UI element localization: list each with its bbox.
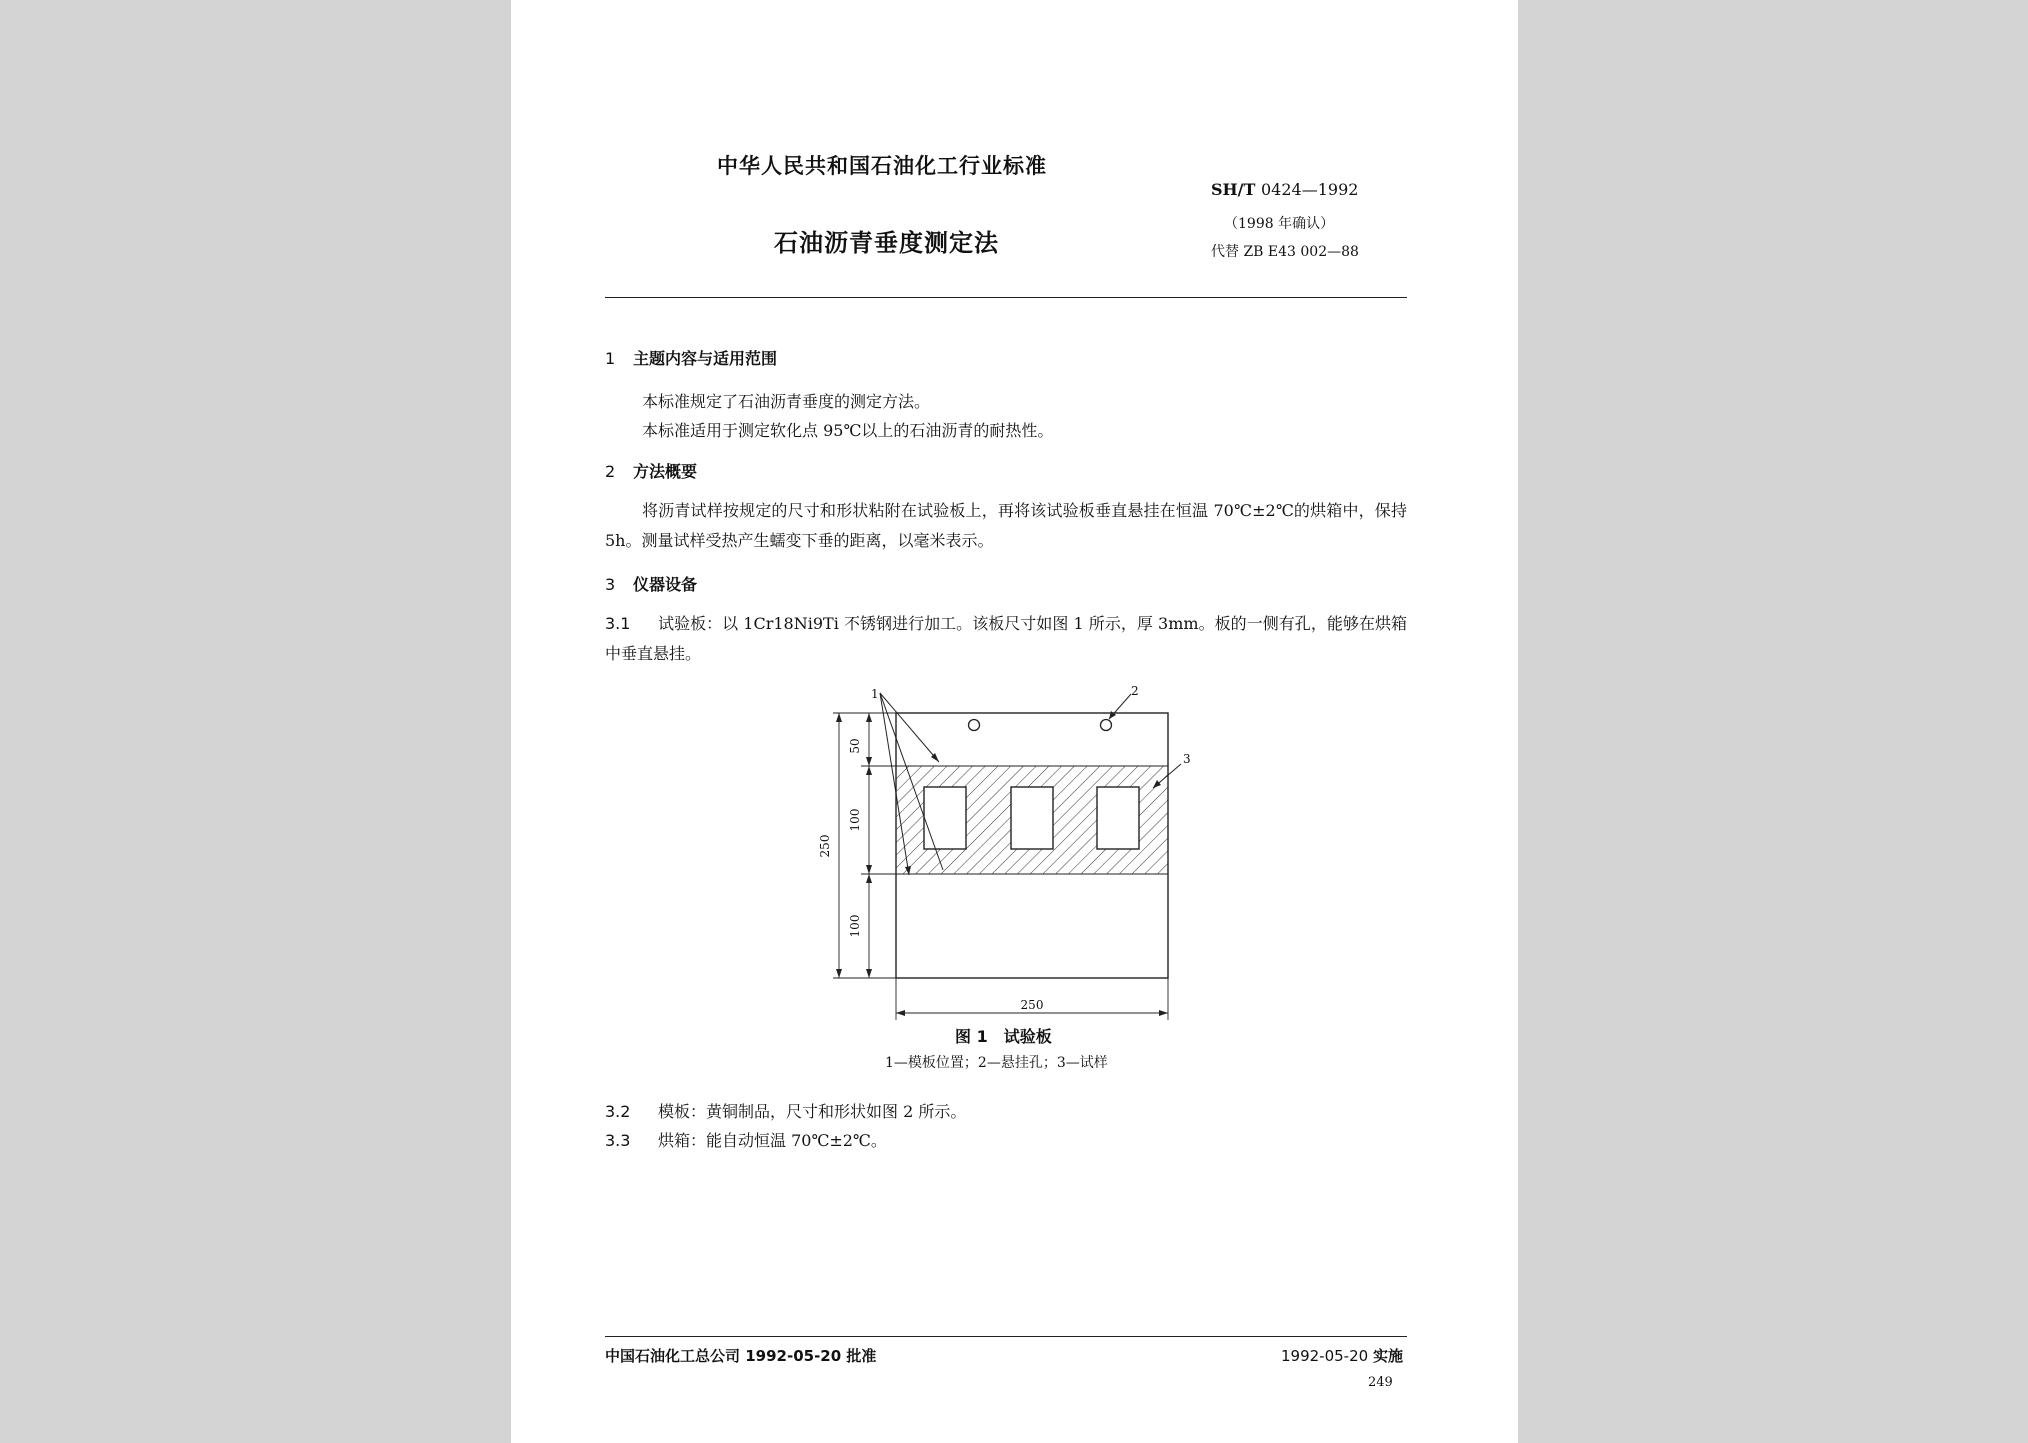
section-3-heading [605, 572, 697, 595]
dim-middle: 100 [848, 808, 862, 832]
section-title: 方法概要 [633, 462, 698, 481]
figure-legend: 1—模板位置；2—悬挂孔；3—试样 [885, 1055, 1108, 1071]
clause-text: 试验板：以 1Cr18Ni9Ti 不锈钢进行加工。该板尺寸如图 1 所示，厚 3mm。板的一侧有孔，能够在烘箱中垂直悬挂。 [605, 614, 1407, 663]
clause-text: 模板：黄铜制品，尺寸和形状如图 2 所示。 [658, 1102, 967, 1121]
dim-bottom: 100 [848, 914, 862, 938]
standard-code-number: 0424—1992 [1261, 180, 1359, 199]
section-title: 主题内容与适用范围 [633, 349, 778, 368]
clause-number: 3.1 [605, 614, 631, 633]
section-number: 1 [605, 349, 616, 368]
hanging-hole-left [969, 720, 980, 731]
section-1-heading [605, 346, 777, 369]
section-2-paragraph: 将沥青试样按规定的尺寸和形状粘附在试验板上，再将该试验板垂直悬挂在恒温 70℃±2℃的烘箱中，保持 5h。测量试样受热产生蠕变下垂的距离，以毫米表示。 [605, 501, 1407, 550]
clause-number: 3.2 [605, 1102, 631, 1121]
section-number: 2 [605, 462, 616, 481]
template-window-middle [1011, 787, 1053, 849]
dim-top: 50 [848, 738, 862, 754]
footer-divider [605, 1336, 1407, 1337]
clause-3-2 [605, 1097, 1407, 1127]
figure-caption: 图 1 试验板 [955, 1027, 1052, 1046]
template-window-right [1097, 787, 1139, 849]
figure-1-test-plate [791, 680, 1231, 1020]
document-page [511, 0, 1518, 1443]
clause-3-1 [605, 609, 1407, 669]
callout-3: 3 [1183, 752, 1191, 766]
standard-code [1211, 180, 1358, 199]
implementation-label: 实施 [1372, 1347, 1403, 1365]
section-1-paragraph-1: 本标准规定了石油沥青垂度的测定方法。 [642, 392, 931, 411]
implementation-line [1281, 1345, 1403, 1366]
hanging-hole-right [1101, 720, 1112, 731]
header-divider [605, 297, 1407, 298]
callout-2: 2 [1131, 684, 1139, 698]
clause-3-3 [605, 1126, 1407, 1156]
document-title: 石油沥青垂度测定法 [774, 228, 999, 257]
callout-1: 1 [871, 687, 879, 701]
standard-code-prefix: SH/T [1211, 180, 1256, 199]
clause-number: 3.3 [605, 1131, 631, 1150]
implementation-date: 1992-05-20 [1281, 1347, 1369, 1365]
template-window-left [924, 787, 966, 849]
section-2-heading [605, 459, 697, 482]
clause-text: 烘箱：能自动恒温 70℃±2℃。 [658, 1131, 887, 1150]
replaces-note: 代替 ZB E43 002—88 [1211, 244, 1359, 260]
section-number: 3 [605, 575, 616, 594]
confirmation-note: （1998 年确认） [1224, 216, 1335, 232]
approval-line: 中国石油化工总公司 1992-05-20 批准 [605, 1347, 877, 1365]
section-1-paragraph-2: 本标准适用于测定软化点 95℃以上的石油沥青的耐热性。 [642, 421, 1054, 440]
section-title: 仪器设备 [633, 575, 698, 594]
dim-width: 250 [1020, 998, 1044, 1012]
dim-height: 250 [818, 834, 832, 858]
standard-organization: 中华人民共和国石油化工行业标准 [717, 153, 1047, 178]
page-number: 249 [1368, 1375, 1393, 1390]
